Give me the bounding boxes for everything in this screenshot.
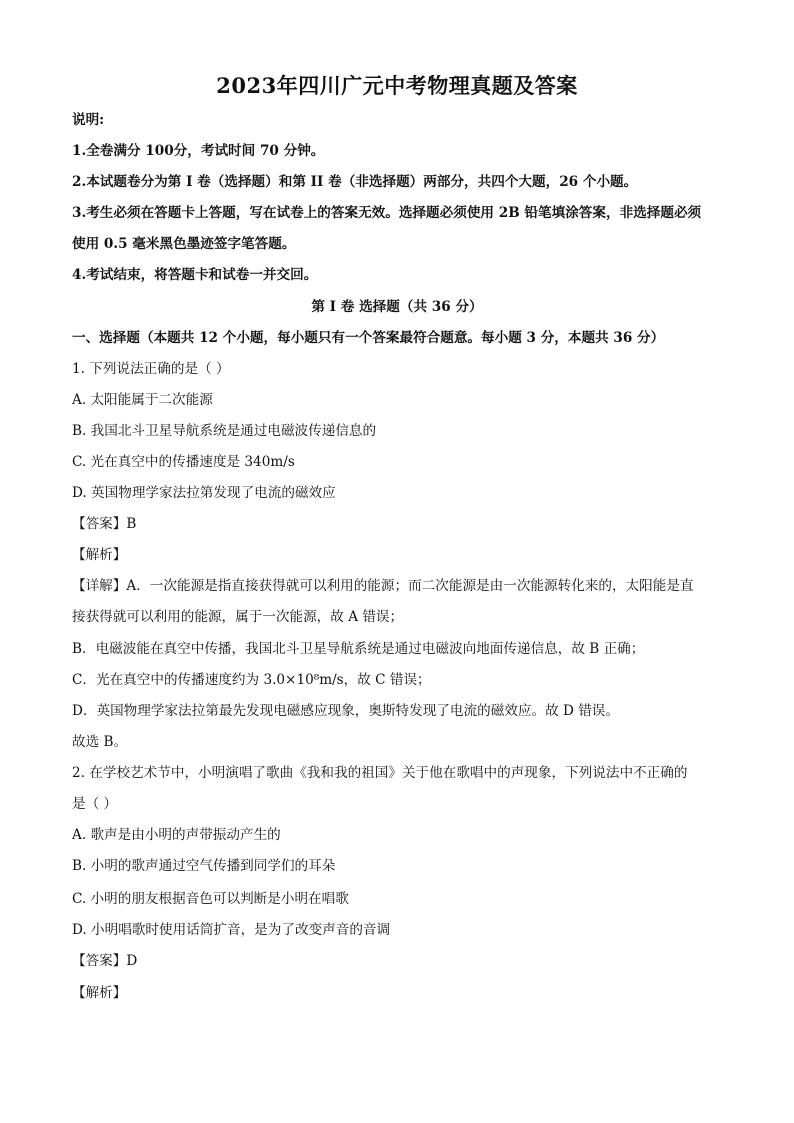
q2-stem-line-1: 2. 在学校艺术节中，小明演唱了歌曲《我和我的祖国》关于他在歌唱中的声现象，下列说法中不正确的 bbox=[72, 765, 688, 781]
note-3-line-2: 使用 0.5 毫米黑色墨迹签字笔答题。 bbox=[72, 236, 296, 252]
q1-option-a: A. 太阳能属于二次能源 bbox=[72, 392, 213, 408]
q1-option-b: B. 我国北斗卫星导航系统是通过电磁波传递信息的 bbox=[72, 423, 377, 439]
page-title: 2023年四川广元中考物理真题及答案 bbox=[216, 73, 578, 98]
q2-option-c: C. 小明的朋友根据音色可以判断是小明在唱歌 bbox=[72, 891, 349, 907]
q1-answer: 【答案】B bbox=[72, 516, 137, 532]
notes-heading: 说明: bbox=[72, 112, 105, 128]
part-heading: 一、选择题（本题共 12 个小题，每小题只有一个答案最符合题意。每小题 3 分，本题共 36 分） bbox=[72, 330, 665, 346]
q1-detail-3: B．电磁波能在真空中传播，我国北斗卫星导航系统是通过电磁波向地面传递信息，故 B 正确； bbox=[72, 641, 645, 657]
q2-answer: 【答案】D bbox=[72, 953, 138, 969]
q1-option-d: D. 英国物理学家法拉第发现了电流的磁效应 bbox=[72, 485, 336, 501]
note-3-line-1: 3.考生必须在答题卡上答题，写在试卷上的答案无效。选择题必须使用 2B 铅笔填涂答案，非选择题必须 bbox=[72, 205, 702, 221]
q1-stem: 1. 下列说法正确的是（ ） bbox=[72, 361, 230, 377]
q1-detail-1: 【详解】A．一次能源是指直接获得就可以利用的能源；而二次能源是由一次能源转化来的，太阳能是直 bbox=[72, 578, 694, 594]
q1-analysis-label: 【解析】 bbox=[72, 547, 127, 563]
q2-stem-line-2: 是（ ） bbox=[72, 796, 118, 812]
note-1: 1.全卷满分 100分，考试时间 70 分钟。 bbox=[72, 143, 325, 159]
q2-analysis-label: 【解析】 bbox=[72, 985, 127, 1001]
section-title: 第 I 卷 选择题（共 36 分） bbox=[311, 299, 483, 315]
q1-detail-2: 接获得就可以利用的能源，属于一次能源，故 A 错误； bbox=[72, 609, 404, 625]
q1-option-c: C. 光在真空中的传播速度是 340m/s bbox=[72, 454, 295, 470]
q2-option-d: D. 小明唱歌时使用话筒扩音，是为了改变声音的音调 bbox=[72, 922, 391, 938]
q1-detail-5: D．英国物理学家法拉第最先发现电磁感应现象，奥斯特发现了电流的磁效应。故 D 错误。 bbox=[72, 703, 619, 719]
q1-conclusion: 故选 B。 bbox=[72, 734, 128, 750]
note-2: 2.本试题卷分为第 I 卷（选择题）和第 II 卷（非选择题）两部分，共四个大题，26 个小题。 bbox=[72, 174, 638, 190]
q2-option-b: B. 小明的歌声通过空气传播到同学们的耳朵 bbox=[72, 858, 336, 874]
q2-option-a: A. 歌声是由小明的声带振动产生的 bbox=[72, 827, 281, 843]
note-4: 4.考试结束，将答题卡和试卷一并交回。 bbox=[72, 267, 318, 283]
q1-detail-4: C．光在真空中的传播速度约为 3.0×10⁸m/s，故 C 错误； bbox=[72, 672, 431, 688]
